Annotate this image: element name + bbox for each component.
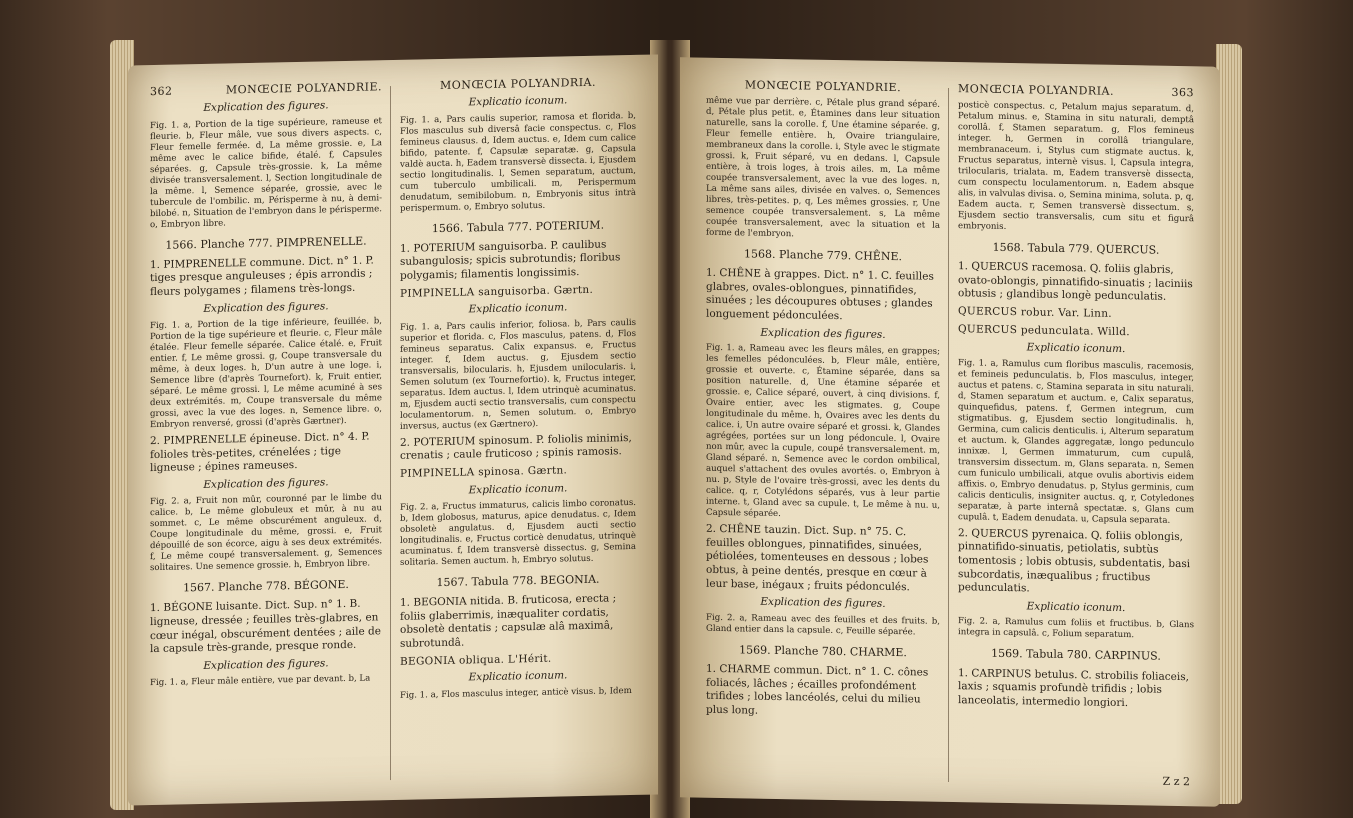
figure-explanation: Fig. 1. a, Rameau avec les fleurs mâles, en grappes; les femelles pédonculées. b, Fleur mâle, entière, grossie et ouverte. c, Étamine séparée, dans sa position naturelle. d, Une étamine séparée et grossie. e, Calice séparé, ouvert, à cinq divisions. f, Ovaire entier, avec les stigmates. g, Coupe longitudinale du même. h, Ovaires avec les dents du calice. i, Un autre ovaire séparé et grossi. k, Glandes agrégées, portées sur un long pédoncule. l, Ovaire non mûr, avec la cupule, coupé transversalement. m, Gland séparé. n, Semence avec le cordon ombilical, auquel s'attachent des ovules avortés. o, Embryon à nu. p, Style de l'ovaire très-grossi, avec les dents du calice. q, r, Cotylédons séparés, vus à leur partie interne. t, Gland avec sa cupule. t, Le même à nu. u, Capsule séparée. bbox=[706, 342, 940, 520]
species-entry: 1. POTERIUM sanguisorba. P. caulibus subangulosis; spicis subrotundis; floribus polygamis; filamentis longissimis. bbox=[400, 238, 621, 282]
right-french-column bbox=[706, 78, 940, 792]
running-head: MONŒCIA POLYANDRIA. bbox=[439, 75, 596, 93]
explication-heading: Explication des figures. bbox=[203, 99, 329, 115]
page-number: 363 bbox=[1171, 85, 1194, 100]
explication-heading: Explication des figures. bbox=[760, 326, 886, 341]
figure-explanation: posticè conspectus. c, Petalum majus separatum. d, Petalum minus. e, Stamina in situ naturali, demptâ corollâ. f, Stamen separatum. g, Flos femineus integer. h, Germen in corollâ triangulare, membranaceum. i, Stylus cum stigmate auctus. k, Fructus separatus, internè visus. l, Capsula integra, trilocularis, trialata. m, Eadem transversè dissecta, cum conspectu loculamentorum. n, Eadem absque alis, in valvulas divisa. o, Semina minima, soluta. p, q, Eadem aucta. r, Semen transversè dissectum. s, Ejusdem sectio transversalis, cum situ et figurâ embryonis. bbox=[958, 100, 1194, 233]
plate-title: 1568. Planche 779. CHÊNE. bbox=[744, 247, 902, 264]
right-header-fr bbox=[706, 78, 940, 96]
species-entry: 2. CHÊNE tauzin. Dict. Sup. n° 75. C. feuilles oblongues, pinnatifides, sinuées, pétiolées, tomenteuses en dessous ; lobes obtus, à peine dentés, presque en cœur à leur base, inégaux ; fruits pédonculés. bbox=[706, 522, 929, 594]
synonym: PIMPINELLA sanguisorba. Gærtn. bbox=[400, 283, 594, 300]
synonym: BEGONIA obliqua. L'Hérit. bbox=[400, 652, 552, 668]
figure-explanation: Fig. 2. a, Fructus immaturus, calicis limbo coronatus. b, Idem globosus, maturus, apice denudatus. c, Idem obsoletè angulatus. d, Ejusdem aucti sectio longitudinalis. e, Fructus corticè denudatus, utrinquè acuminatus. f, Idem transversè dissectus. g, Semina solitaria. Semen auctum. h, Embryo solutus. bbox=[400, 497, 636, 568]
explicatio-heading: Explicatio iconum. bbox=[468, 481, 568, 496]
plate-title: 1569. Tabula 780. CARPINUS. bbox=[991, 647, 1161, 664]
running-head: MONŒCIA POLYANDRIA. bbox=[958, 82, 1115, 98]
left-header-fr bbox=[150, 80, 382, 99]
explication-heading: Explication des figures. bbox=[203, 476, 329, 491]
signature-mark: Z z 2 bbox=[1162, 774, 1190, 789]
species-entry: 2. PIMPRENELLE épineuse. Dict. n° 4. P. folioles très-petites, crénelées ; tige ligneuse ; épines rameuses. bbox=[150, 430, 370, 475]
right-header-la bbox=[958, 82, 1194, 100]
figure-explanation: Fig. 1. a, Ramulus cum floribus masculis, racemosis, et femineis pedunculatis. b, Flos masculus, integer, auctus et patens. c, Stamina separata in situ naturali. d, Stamen separatum et auctum. e, Calix separatus, quinquefidus, patens. f, Germen integrum, cum stigmatibus. g, Ejusdem sectio longitudinalis. h, Germina, cum calicis denticulis. i, Alterum separatum et auctum. k, Glandes aggregatæ, longo pedunculo innixæ. l, Germen immaturum, cum cupulâ, transversim dissectum. m, Glans separata. n, Semen cum funiculo umbilicali, atque ovulis abortivis eidem affixis. o, Embryo denudatus. p, Stylus germinis, cum calicis denticulis, insigniter auctus. q, r, Cotyledones separatæ, à parte internâ spectatæ. s, Glans cum cupulâ. t, Eadem denudata. u, Capsula separata. bbox=[958, 357, 1194, 526]
species-entry: 1. BEGONIA nitida. B. fruticosa, erecta ; foliis glaberrimis, inæqualiter cordatis, obsoletè dentatis ; capsulæ alâ maximâ, subrotundâ. bbox=[400, 592, 617, 650]
figure-explanation: Fig. 1. a, Flos masculus integer, anticè visus. b, Idem bbox=[400, 685, 632, 701]
left-french-column bbox=[150, 80, 382, 795]
figure-explanation: Fig. 2. a, Fruit non mûr, couronné par le limbe du calice. b, Le même globuleux et mûr, à nu au sommet. c, Le même obscurément anguleux. d, Coupe longitudinale du même, grossi. e, Fruit dépouillé de son écorce, aigu à ses deux extrémités. f, Le même coupé transversalement. g, Semences solitaires. Une semence grossie. h, Embryon libre. bbox=[150, 492, 382, 574]
species-entry: 1. QUERCUS racemosa. Q. foliis glabris, ovato-oblongis, pinnatifido-sinuatis ; laciniis obtusis ; glandibus longè pedunculatis. bbox=[958, 260, 1193, 304]
plate-title: 1566. Planche 777. PIMPRENELLE. bbox=[165, 234, 367, 252]
species-entry: 1. CHÊNE à grappes. Dict. n° 1. C. feuilles glabres, ovales-oblongues, pinnatifides, sinuées ; les découpures obtuses ; glandes longuement pédonculées. bbox=[706, 266, 934, 323]
explication-heading: Explication des figures. bbox=[203, 657, 329, 672]
figure-explanation: Fig. 2. a, Rameau avec des feuilles et des fruits. b, Gland entier dans la capsule. c, Feuille séparée. bbox=[706, 612, 940, 638]
explicatio-heading: Explicatio iconum. bbox=[1026, 600, 1126, 615]
synonym: PIMPINELLA spinosa. Gærtn. bbox=[400, 464, 568, 480]
figure-explanation: Fig. 1. a, Pars caulis superior, ramosa et florida. b, Flos masculus sub diversâ facie conspectus. c, Flos femineus clausus. d, Idem auctus. e, Idem cum calice bifido, patente. f, Capsulæ separatæ. g, Capsula valdè aucta. h, Eadem transversè dissecta. i, Ejusdem sectio longitudinalis. l, Semen separatum, auctum, cum tuberculo umbilicali. m, Perispermum denudatum, semibilobum. n, Embryonis situs intrà perispermum. o, Embryo solutus. bbox=[400, 110, 636, 214]
page-number: 362 bbox=[150, 84, 173, 99]
figure-explanation: Fig. 2. a, Ramulus cum foliis et fructibus. b, Glans integra in capsulâ. c, Folium separatum. bbox=[958, 616, 1194, 641]
right-latin-column bbox=[958, 82, 1194, 796]
plate-title: 1567. Tabula 778. BEGONIA. bbox=[436, 572, 600, 590]
explicatio-heading: Explicatio iconum. bbox=[468, 301, 568, 316]
synonym: QUERCUS robur. Var. Linn. bbox=[958, 305, 1112, 320]
explicatio-heading: Explicatio iconum. bbox=[1026, 341, 1126, 356]
figure-explanation: Fig. 1. a, Pars caulis inferior, foliosa. b, Pars caulis superior et florida. c, Flos masculus, patens. d, Flos femineus separatus. Calix expansus. e, Fructus integer. f, Idem auctus. g, Ejusdem sectio transversalis, bilocularis. h, Ejusdem unilocularis. i, Semen solutum (ex Tournefortio). k, Fructus integer, separatus. Idem auctus. l, Idem utrinquè acuminatus. m, Ejusdem aucti sectio transversalis, cum conspectu loculamentorum. n, Semen solutum. o, Embryo inversus, auctus (ex Gærtnero). bbox=[400, 317, 636, 432]
running-head: MONŒCIE POLYANDRIE. bbox=[744, 78, 902, 95]
species-entry: 2. QUERCUS pyrenaica. Q. foliis oblongis, pinnatifido-sinuatis, petiolatis, subtùs tomentosis ; lobis obtusis, subdentatis, basi subcordatis, inæqualibus ; fructibus pedunculatis. bbox=[958, 526, 1191, 595]
figure-explanation: Fig. 1. a, Fleur mâle entière, vue par devant. b, La bbox=[150, 673, 371, 689]
explicatio-heading: Explicatio iconum. bbox=[468, 94, 568, 109]
plate-title: 1566. Tabula 777. POTERIUM. bbox=[431, 218, 605, 235]
explication-heading: Explication des figures. bbox=[760, 596, 886, 611]
column-rule bbox=[948, 88, 949, 782]
right-page bbox=[680, 57, 1220, 806]
figure-explanation: Fig. 1. a, Portion de la tige inférieure, feuillée. b, Portion de la tige supérieure et fleurie. c, Fleur mâle étalée. Fleur femelle séparée. Calice étalé. e, Fruit entier. f, Le même grossi. g, Coupe transversale du même, à deux loges. h, D'un autre à une loge. i, Semence libre (d'après Tournefort). k, Fruit entier, séparé. Le même grossi. l, Le même acuminé à ses deux extrémités. m, Coupe transversale du même grossi, avec la vue des loges. n, Semence libre. o, Embryon renversé, grossi (d'après Gærtner). bbox=[150, 316, 382, 431]
synonym: QUERCUS pedunculata. Willd. bbox=[958, 322, 1130, 338]
explicatio-heading: Explicatio iconum. bbox=[468, 669, 568, 684]
species-entry: 1. BÉGONE luisante. Dict. Sup. n° 1. B. ligneuse, dressée ; feuilles très-glabres, en cœur inégal, obscurément dentées ; aile de la capsule très-grande, presque ronde. bbox=[150, 598, 381, 656]
plate-title: 1568. Tabula 779. QUERCUS. bbox=[992, 240, 1160, 257]
left-page bbox=[128, 54, 658, 805]
explication-heading: Explication des figures. bbox=[203, 299, 329, 315]
species-entry: 2. POTERIUM spinosum. P. foliolis minimis, crenatis ; caule fruticoso ; spinis ramosis. bbox=[400, 431, 632, 463]
plate-title: 1569. Planche 780. CHARME. bbox=[739, 643, 907, 660]
species-entry: 1. CARPINUS betulus. C. strobilis foliaceis, laxis ; squamis profundè trifidis ; lobis lanceolatis, intermedio longiori. bbox=[958, 666, 1189, 709]
left-header-la bbox=[400, 75, 636, 94]
figure-explanation: Fig. 1. a, Portion de la tige supérieure, rameuse et fleurie. b, Fleur mâle, vue sous divers aspects. c, Fleur femelle fermée. d, La même grossie. e, La même avec le calice bifide, étalé. f, Capsules séparées. g, Capsule très-grossie. k, La même divisée transversalement. l, Section longitudinale de la même. l, Semence séparée, grossie, avec le tubercule de l'ombilic. m, Périsperme à nu, à demi-bilobé. n, Situation de l'embryon dans le périsperme. o, Embryon libre. bbox=[150, 115, 382, 230]
left-latin-column bbox=[400, 75, 636, 790]
species-entry: 1. PIMPRENELLE commune. Dict. n° 1. P. tiges presque anguleuses ; épis arrondis ; fleurs polygames ; filamens très-longs. bbox=[150, 253, 374, 298]
plate-title: 1567. Planche 778. BÉGONE. bbox=[183, 578, 349, 595]
running-head: MONŒCIE POLYANDRIE. bbox=[225, 80, 382, 97]
figure-explanation: même vue par derrière. c, Pétale plus grand séparé. d, Pétale plus petit. e, Étamines dans leur situation naturelle, sans la corolle. f, Une étamine séparée. g, Fleur femelle entière. h, Ovaire triangulaire, membraneux dans la corolle. i, Style avec le stigmate grossi. k, Fruit séparé, vu en dedans. l, Capsule entière, à trois loges, à trois ailes. m, La même coupée transversalement, avec la vue des loges. n, La même sans ailes, divisée en valves. o, Semences libres, très-petites. p, q, Les mêmes grossies. r, Une semence coupée transversalement. s, La même coupée transversalement, avec la situation et la forme de l'embryon. bbox=[706, 95, 940, 240]
species-entry: 1. CHARME commun. Dict. n° 1. C. cônes foliacés, lâches ; écailles profondément trifides ; lobes lancéolés, celui du milieu plus long. bbox=[706, 662, 929, 717]
column-rule bbox=[390, 86, 391, 780]
